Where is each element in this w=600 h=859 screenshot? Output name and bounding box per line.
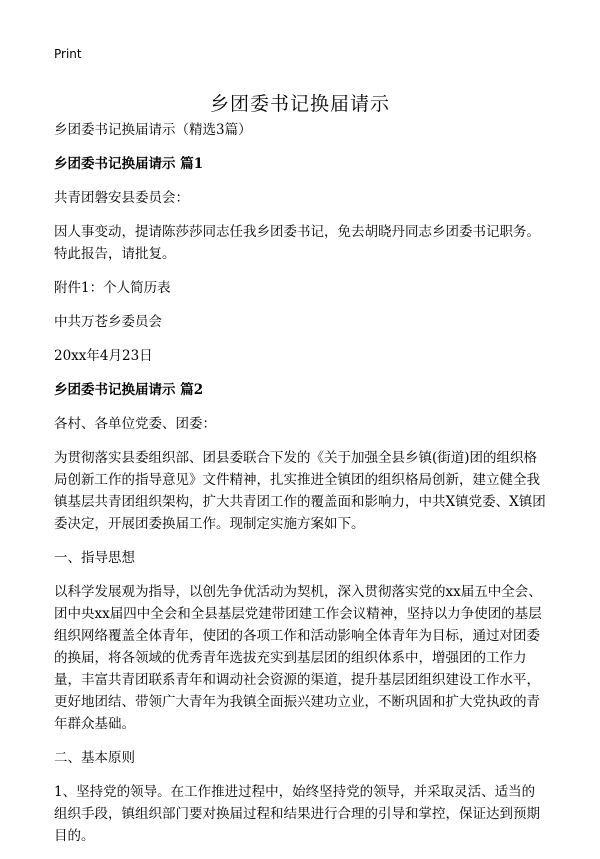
document-title: 乡团委书记换届请示 bbox=[209, 92, 390, 115]
print-label: Print bbox=[54, 47, 82, 61]
part1-signature: 中共万苍乡委员会 bbox=[54, 314, 162, 330]
part1-body: 因人事变动，提请陈莎莎同志任我乡团委书记，免去胡晓丹同志乡团委书记职务。特此报告，请批复。 bbox=[54, 224, 540, 262]
part2-heading: 乡团委书记换届请示 篇2 bbox=[54, 382, 204, 398]
section2-item1: 1、坚持党的领导。在工作推进过程中，始终坚持党的领导，并采取灵活、适当的组织手段，镇组织部门要对换届过程和结果进行合理的引导和掌控，保证达到预期目的。 bbox=[54, 784, 540, 844]
document-content bbox=[54, 119, 548, 859]
part2-salutation: 各村、各单位党委、团委： bbox=[54, 416, 216, 432]
section2-title: 二、基本原则 bbox=[54, 750, 135, 766]
section1-body: 以科学发展观为指导，以创先争优活动为契机，深入贯彻落实党的xx届五中全会、团中央xx届四中全会和全县基层党建带团建工作会议精神，坚持以力争使团的基层组织网络覆盖全体青年，使团的各项工作和活动影响全体青年为目标，通过对团委的换届，将各领域的优秀青年选拔充实到基层团的组织体系中，增强团的工作力量，丰富共青团联系青年和调动社会资源的渠道，提升基层团组织建设工作水平，更好地团结、带领广大青年为我镇全面振兴建功立业，不断巩固和扩大党执政的青年群众基础。 bbox=[54, 584, 542, 732]
part1-date: 20xx年4月23日 bbox=[54, 348, 153, 364]
section1-title: 一、指导思想 bbox=[54, 550, 135, 566]
part1-attachment: 附件1：个人简历表 bbox=[54, 280, 171, 296]
document-subtitle: 乡团委书记换届请示（精选3篇） bbox=[54, 122, 252, 138]
part2-intro: 为贯彻落实县委组织部、团县委联合下发的《关于加强全县乡镇(街道)团的组织格局创新工作的指导意见》文件精神，扎实推进全镇团的组织格局创新，建立健全我镇基层共青团组织架构，扩大共青团工作的覆盖面和影响力，中共X镇党委、X镇团委决定，开展团委换届工作。现制定实施方案如下。 bbox=[54, 450, 546, 532]
part1-heading: 乡团委书记换届请示 篇1 bbox=[54, 156, 204, 172]
part1-salutation: 共青团磐安县委员会： bbox=[54, 190, 189, 206]
